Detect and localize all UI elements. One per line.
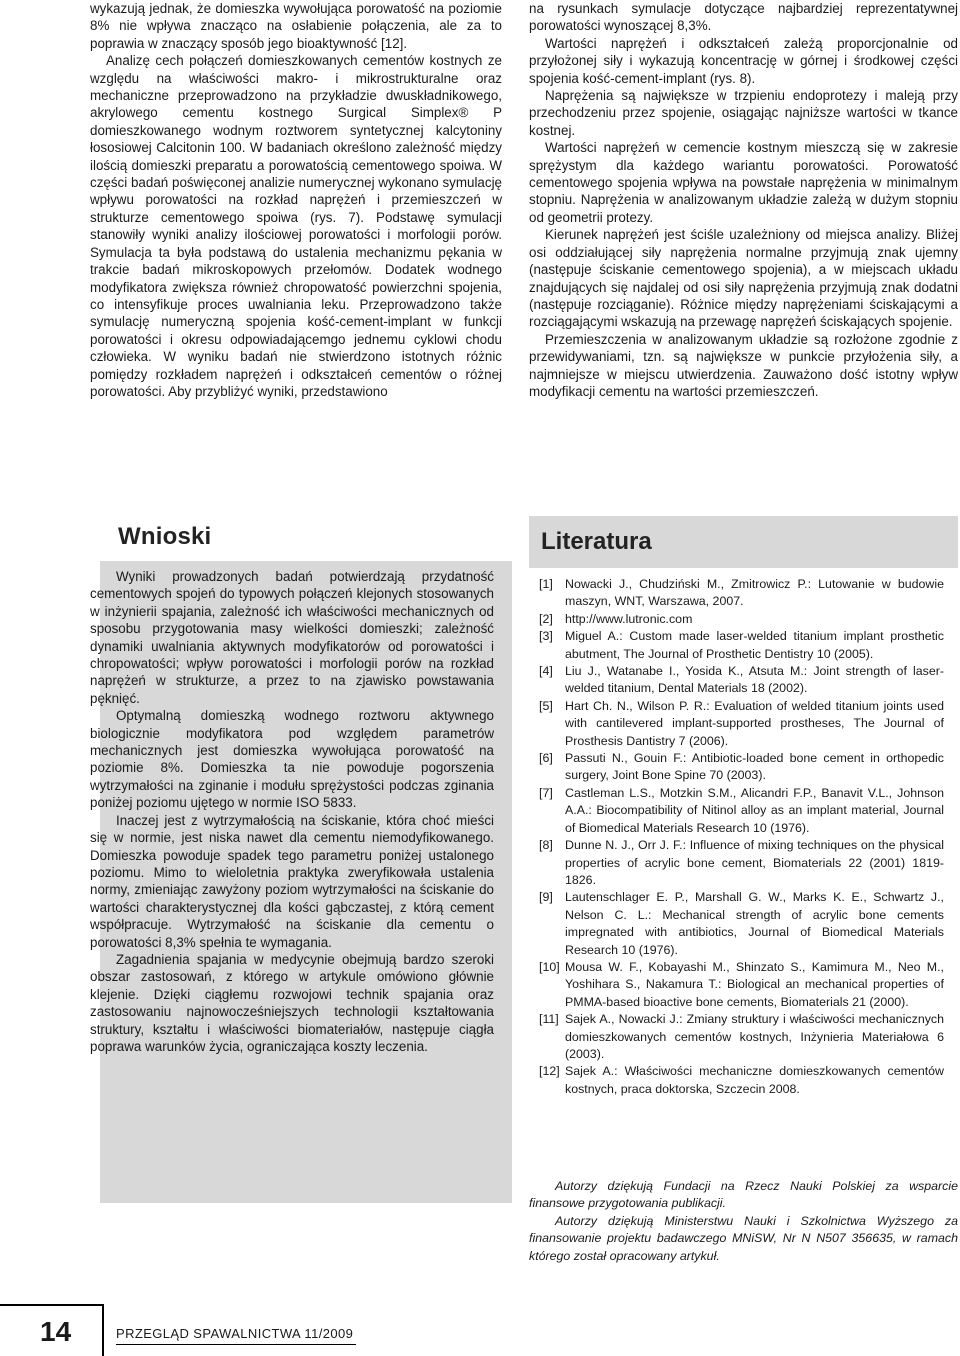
paragraph: Wartości naprężeń w cemencie kostnym mieszczą się w zakresie sprężystym dla każdego wariantu porowatości. Porowatość cementowego spojenia wpływa na powstałe naprężenia w minimalnym stopniu. Naprężenia w analizowanym układzie zależą w dużym stopniu od geometrii protezy.	[529, 140, 958, 225]
acknowledgements	[529, 1178, 958, 1265]
reference-item	[539, 611, 944, 628]
reference-text: Miguel A.: Custom made laser-welded titanium implant prosthetic abutment, The Journal of Prosthetic Dentistry 10 (2005).	[565, 629, 944, 661]
reference-item	[539, 785, 944, 837]
paragraph: na rysunkach symulacje dotyczące najbardziej reprezentatywnej porowatości wynoszącej 8,3%.	[529, 1, 958, 34]
section-title-conclusions: Wnioski	[118, 523, 212, 550]
reference-item	[539, 959, 944, 1011]
reference-text: Sajek A., Nowacki J.: Zmiany struktury i właściwości mechanicznych domieszkowanych cementów kostnych, Inżynieria Materiałowa 6 (2003).	[565, 1012, 944, 1061]
reference-number: [8]	[539, 838, 553, 853]
left-column-body	[90, 0, 502, 400]
reference-number: [6]	[539, 751, 553, 766]
reference-number: [7]	[539, 785, 553, 800]
reference-number: [5]	[539, 698, 553, 713]
reference-text: Mousa W. F., Kobayashi M., Shinzato S., Kamimura M., Neo M., Yoshihara S., Nakamura T.: Biological an mechanical properties of PMMA-based bioactive bone cements, Biomaterials 21 (2000).	[565, 959, 944, 1009]
reference-item	[539, 889, 944, 959]
reference-text: Castleman L.S., Motzkin S.M., Alicandri F.P., Banavit V.L., Johnson A.A.: Biocompatibility of Nitinol alloy as an implant material, Journal of Biomedical Materials Research 10 (1976).	[565, 785, 944, 835]
reference-number: [11]	[539, 1012, 559, 1027]
paragraph: Wyniki prowadzonych badań potwierdzają przydatność cementowych spojeń do typowych połączeń klejonych stosowanych w inżynierii spajania, zależność ich właściwości mechanicznych od sposobu przygotowania masy wielkości domieszki; zależność dynamiki uwalniania aktywnych modyfikatorów od porowatości i chropowatości; wpływ porowatości i morfologii porów na rozkład naprężeń w strukturze, a przez to na zjawisko powstawania pęknięć.	[90, 569, 494, 706]
page-footer	[0, 1304, 960, 1356]
reference-number: [1]	[539, 577, 553, 591]
reference-item	[539, 1011, 944, 1063]
acknowledgement: Autorzy dziękują Fundacji na Rzecz Nauki Polskiej za wsparcie finansowe przygotowania publikacji.	[529, 1179, 958, 1211]
paragraph: Zagadnienia spajania w medycynie obejmują bardzo szeroki obszar zastosowań, z którego w artykule omówiono głównie klejenie. Dzięki ciągłemu rozwojowi technik spajania oraz zastosowaniu najnowocześniejszych technologii kształtowania struktury, kształtu i właściwości biomateriałów, następuje ciągła poprawa warunków życia, ograniczająca koszty leczenia.	[90, 951, 494, 1054]
reference-item	[539, 663, 944, 698]
reference-item	[539, 750, 944, 785]
reference-text: Sajek A.: Właściwości mechaniczne domieszkowanych cementów kostnych, praca doktorska, Szczecin 2008.	[565, 1064, 944, 1096]
reference-text: Liu J., Watanabe I., Yosida K., Atsuta M.: Joint strength of laser-welded titanium, Dental Materials 18 (2002).	[565, 664, 944, 696]
reference-item	[539, 698, 944, 750]
journal-name: PRZEGLĄD SPAWALNICTWA 11/2009	[116, 1326, 354, 1341]
reference-text: Lautenschlager E. P., Marshall G. W., Marks K. E., Schwartz J., Nelson C. L.: Mechanical strength of acrylic bone cements impregnated with antibiotics, Journal of Biomedical Materials Research 10 (1976).	[565, 890, 944, 957]
reference-number: [3]	[539, 629, 553, 644]
footer-divider	[102, 1304, 104, 1356]
reference-number: [4]	[539, 664, 553, 679]
reference-item	[539, 576, 944, 611]
page-number: 14	[40, 1316, 72, 1347]
footer-rule	[0, 1304, 102, 1306]
reference-text: Dunne N. J., Orr J. F.: Influence of mixing techniques on the physical properties of acrylic bone cement, Biomaterials 22 (2001) 1819-1826.	[565, 838, 944, 887]
reference-list	[539, 576, 944, 1098]
literature-header	[529, 516, 958, 568]
reference-number: [12]	[539, 1064, 560, 1079]
right-column-body	[529, 0, 958, 400]
acknowledgement: Autorzy dziękują Ministerstwu Nauki i Szkolnictwa Wyższego za finansowanie projektu badawczego MNiSW, Nr N N507 356635, w ramach którego został opracowany artykuł.	[529, 1213, 958, 1263]
paragraph: Kierunek naprężeń jest ściśle uzależniony od miejsca analizy. Bliżej osi oddziałującej siły naprężenia normalne przyjmują znak ujemny (następuje ściskanie cementowego spojenia), a w miejscach układu znajdujących się najdalej od osi siły naprężenia przyjmują znak dodatni (następuje rozciąganie). Różnice między naprężeniami ściskającymi a rozciągającymi wskazują na przewagę naprężeń ściskających spojenie.	[529, 227, 958, 330]
reference-text: Passuti N., Gouin F.: Antibiotic-loaded bone cement in orthopedic surgery, Joint Bone Spine 70 (2003).	[565, 751, 944, 783]
reference-number: [2]	[539, 611, 553, 626]
paragraph: Wartości naprężeń i odkształceń zależą proporcjonalnie od przyłożonej siły i wykazują koncentrację w górnej i środkowej części spojenia kość-cement-implant (rys. 8).	[529, 35, 958, 86]
reference-item	[539, 1063, 944, 1098]
reference-text[interactable]: http://www.lutronic.com	[565, 611, 693, 626]
journal-underline	[116, 1344, 356, 1345]
reference-number: [10]	[539, 959, 560, 974]
reference-item	[539, 628, 944, 663]
reference-number: [9]	[539, 890, 553, 905]
section-title-literature: Literatura	[541, 528, 652, 555]
paragraph: Inaczej jest z wytrzymałością na ściskanie, która choć mieści się w normie, jest niska nawet dla cementu niemodyfikowanego. Domieszka powoduje spadek tego parametru poniżej ustalonego poziomu. Mimo to wieloletnia praktyka zweryfikowała ustalenia normy, zmieniając zawyżony poziom wytrzymałości na ściskanie do wartości charakterystycznej dla kości gąbczastej, z którą cement współpracuje. Wytrzymałość na ściskanie dla cementu o porowatości 8,3% spełnia te wymagania.	[90, 812, 494, 950]
reference-text: Nowacki J., Chudziński M., Zmitrowicz P.: Lutowanie w budowie maszyn, WNT, Warszawa, 2007.	[565, 577, 944, 609]
reference-item	[539, 837, 944, 889]
paragraph: Naprężenia są największe w trzpieniu endoprotezy i maleją przy przechodzeniu przez spojenie, osiągając najniższe wartości w tkance kostnej.	[529, 88, 958, 138]
reference-text: Hart Ch. N., Wilson P. R.: Evaluation of welded titanium joints used with cantilevered implant-supported prostheses, The Journal of Prosthesis Dantistry 7 (2006).	[565, 698, 944, 748]
paragraph: Przemieszczenia w analizowanym układzie są rozłożone zgodnie z przewidywaniami, tzn. są największe w punkcie przyłożenia siły, a najmniejsze w miejscu utwierdzenia. Zauważono dość istotny wpływ modyfikacji cementu na wartości przemieszczeń.	[529, 331, 958, 399]
paragraph: Analizę cech połączeń domieszkowanych cementów kostnych ze względu na właściwości makro- i mikrostrukturalne oraz mechaniczne przeprowadzono na przykładzie dwuskładnikowego, akrylowego cementu kostnego Surgical Simplex® P domieszkowanego wodnym roztworem syntetycznej kalcytoniny łososiowej Calcitonin 100. W badaniach określono zależność między ilością domieszki preparatu a porowatością cementowego spoiwa. W części badań poświęconej analizie numerycznej wykonano symulację wpływu porowatości na rozkład naprężeń i przemieszczeń w strukturze cementowego spoiwa (rys. 7). Podstawę symulacji stanowiły wyniki analizy ilościowej porowatości i morfologii porów. Symulacja ta była podstawą do ustalenia mechanizmu pękania w trakcie badań mikroskopowych przełomów. Dodatek wodnego modyfikatora zwiększa również chropowatość powierzchni spojenia, co intensyfikuje proces uwalniania leku. Przeprowadzono także symulację numeryczną spojenia kość-cement-implant w funkcji porowatości i okresu odpowiadającemgo jednemu cyklowi chodu człowieka. W wyniku badań nie stwierdzono istotnych różnic pomiędzy rozkładem naprężeń i odkształceń cementów o różnej porowatości. Aby przybliżyć wyniki, przedstawiono	[90, 53, 502, 399]
paragraph: Optymalną domieszką wodnego roztworu aktywnego biologicznie modyfikatora pod względem parametrów mechanicznych jest domieszka wywołująca porowatość na poziomie 8%. Domieszka ta nie powoduje pogorszenia wytrzymałości na zginanie i modułu sprężystości podczas zginania poniżej poziomu ujętego w normie ISO 5833.	[90, 708, 494, 811]
conclusions-body	[90, 568, 494, 1055]
conclusions-header	[100, 515, 512, 561]
paragraph: wykazują jednak, że domieszka wywołująca porowatość na poziomie 8% nie wpływa znacząco na osłabienie połączenia, ale za to poprawia w znaczący sposób jego bioaktywność [12].	[90, 1, 502, 51]
